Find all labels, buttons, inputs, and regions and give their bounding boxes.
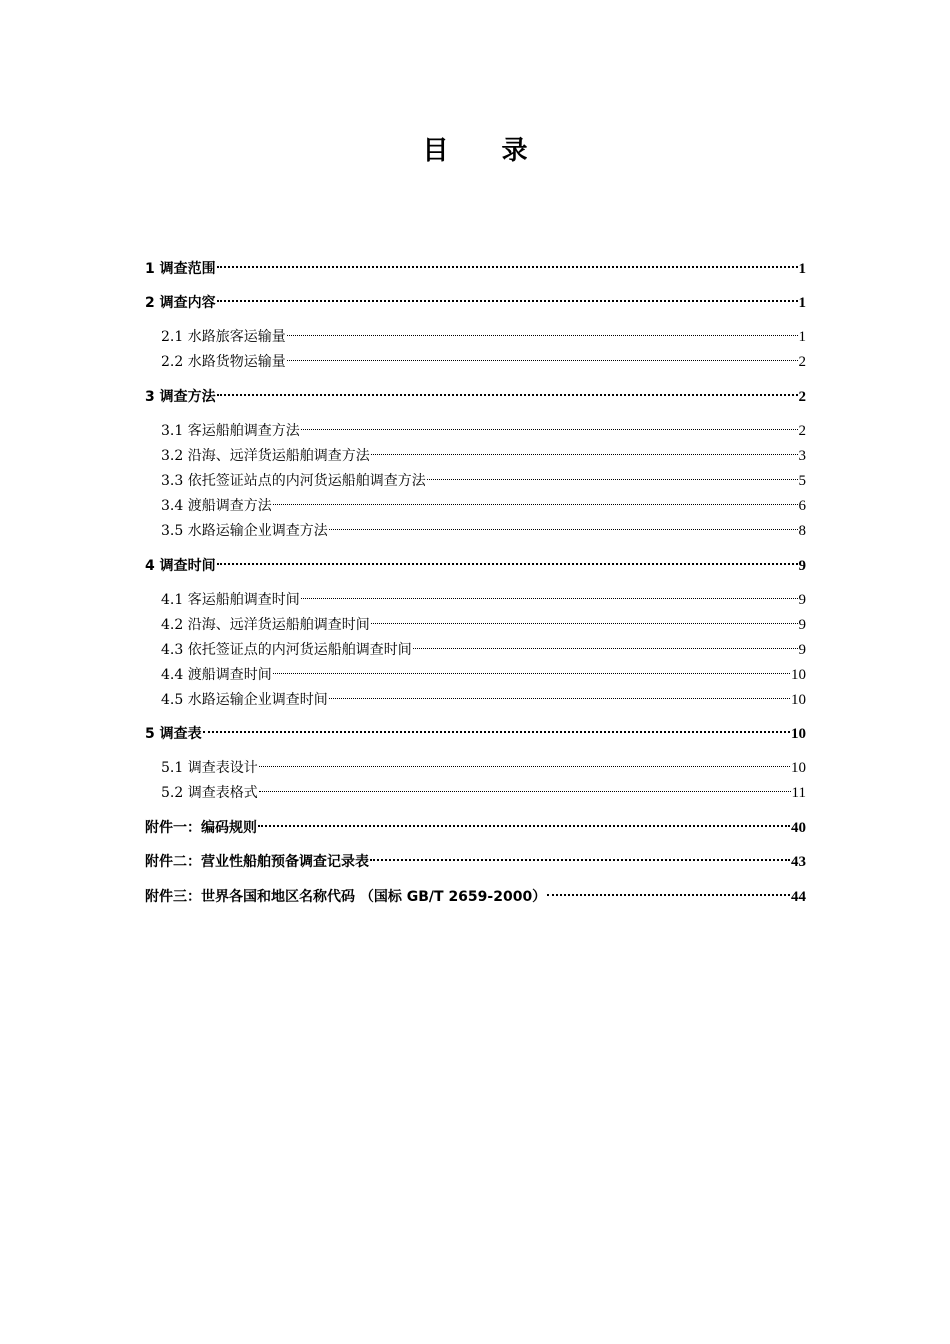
toc-dot-leader — [413, 632, 798, 654]
toc-entry-label: 1 调查范围 — [145, 261, 216, 277]
toc-entry-page-number: 3 — [798, 448, 806, 464]
toc-entry[interactable] — [145, 251, 806, 277]
toc-entry-label: 3 调查方法 — [145, 389, 216, 405]
toc-entry-page-number: 40 — [791, 820, 806, 836]
toc-entry[interactable] — [161, 750, 806, 776]
toc-entry[interactable] — [161, 344, 806, 370]
toc-entry[interactable] — [161, 488, 806, 514]
toc-entry-label: 3.4 渡船调查方法 — [161, 498, 272, 514]
toc-entry-label: 4 调查时间 — [145, 558, 216, 574]
toc-dot-leader — [329, 513, 798, 535]
toc-entry-label: 5.1 调查表设计 — [161, 760, 258, 776]
toc-entry-page-number: 10 — [791, 692, 806, 708]
toc-entry[interactable] — [145, 844, 806, 870]
toc-dot-leader — [217, 379, 798, 401]
toc-entry[interactable] — [145, 810, 806, 836]
toc-entry-label: 附件三：世界各国和地区名称代码 （国标 GB/T 2659-2000） — [145, 889, 547, 905]
toc-entry-label: 4.5 水路运输企业调查时间 — [161, 692, 328, 708]
toc-entry-page-number: 1 — [798, 329, 806, 345]
toc-entry-label: 附件二：营业性船舶预备调查记录表 — [145, 854, 369, 870]
toc-entry[interactable] — [161, 607, 806, 633]
toc-entry[interactable] — [161, 582, 806, 608]
toc-title: 目 录 — [422, 136, 550, 166]
toc-entry-page-number: 2 — [798, 354, 806, 370]
toc-dot-leader — [547, 879, 790, 901]
toc-entry[interactable] — [161, 319, 806, 345]
toc-dot-leader — [217, 285, 798, 307]
toc-entry-label: 附件一：编码规则 — [145, 820, 257, 836]
toc-entry-label: 5 调查表 — [145, 726, 202, 742]
toc-entry-page-number: 2 — [798, 389, 806, 405]
toc-entry[interactable] — [161, 513, 806, 539]
toc-entry-page-number: 10 — [791, 760, 806, 776]
toc-entry-label: 2.1 水路旅客运输量 — [161, 329, 286, 345]
toc-entry[interactable] — [161, 463, 806, 489]
toc-dot-leader — [427, 463, 798, 485]
toc-entry-label: 2 调查内容 — [145, 295, 216, 311]
toc-entry[interactable] — [145, 716, 806, 742]
toc-dot-leader — [301, 582, 798, 604]
toc-entry-page-number: 10 — [791, 667, 806, 683]
toc-entry-label: 3.5 水路运输企业调查方法 — [161, 523, 328, 539]
toc-entry[interactable] — [161, 657, 806, 683]
toc-entry-page-number: 5 — [798, 473, 806, 489]
toc-dot-leader — [258, 810, 790, 832]
toc-dot-leader — [370, 844, 790, 866]
toc-entry-label: 4.3 依托签证点的内河货运船舶调查时间 — [161, 642, 412, 658]
toc-entry-page-number: 44 — [791, 889, 806, 905]
toc-entry-page-number: 9 — [798, 617, 806, 633]
toc-entry-label: 5.2 调查表格式 — [161, 785, 258, 801]
toc-dot-leader — [217, 251, 798, 273]
toc-entry[interactable] — [161, 438, 806, 464]
toc-entry-page-number: 9 — [798, 642, 806, 658]
toc-entry[interactable] — [145, 879, 806, 905]
toc-entry[interactable] — [145, 548, 806, 574]
table-of-contents — [145, 0, 806, 1344]
toc-entry-label: 4.2 沿海、远洋货运船舶调查时间 — [161, 617, 370, 633]
toc-entry-label: 4.4 渡船调查时间 — [161, 667, 272, 683]
toc-entry-label: 3.2 沿海、远洋货运船舶调查方法 — [161, 448, 370, 464]
toc-dot-leader — [259, 750, 790, 772]
toc-entry-page-number: 11 — [791, 785, 806, 801]
toc-dot-leader — [371, 438, 798, 460]
toc-entry-page-number: 6 — [798, 498, 806, 514]
toc-entry[interactable] — [161, 682, 806, 708]
toc-entry[interactable] — [161, 775, 806, 801]
toc-dot-leader — [203, 716, 790, 738]
toc-entry-page-number: 1 — [798, 261, 806, 277]
toc-dot-leader — [259, 775, 791, 797]
toc-dot-leader — [273, 488, 798, 510]
toc-dot-leader — [301, 413, 798, 435]
toc-entry-label: 3.1 客运船舶调查方法 — [161, 423, 300, 439]
toc-entry-label: 2.2 水路货物运输量 — [161, 354, 286, 370]
toc-entry-page-number: 10 — [791, 726, 806, 742]
toc-entry-page-number: 43 — [791, 854, 806, 870]
toc-entry-page-number: 9 — [798, 592, 806, 608]
toc-entry-page-number: 8 — [798, 523, 806, 539]
toc-entry[interactable] — [145, 379, 806, 405]
toc-dot-leader — [371, 607, 798, 629]
toc-dot-leader — [287, 344, 798, 366]
toc-dot-leader — [329, 682, 790, 704]
toc-entry-page-number: 9 — [798, 558, 806, 574]
toc-entry[interactable] — [145, 285, 806, 311]
toc-entry[interactable] — [161, 632, 806, 658]
toc-entry[interactable] — [161, 413, 806, 439]
toc-entry-page-number: 2 — [798, 423, 806, 439]
toc-dot-leader — [273, 657, 790, 679]
toc-dot-leader — [217, 548, 798, 570]
toc-entry-label: 3.3 依托签证站点的内河货运船舶调查方法 — [161, 473, 426, 489]
toc-dot-leader — [287, 319, 798, 341]
toc-entry-label: 4.1 客运船舶调查时间 — [161, 592, 300, 608]
toc-entry-page-number: 1 — [798, 295, 806, 311]
